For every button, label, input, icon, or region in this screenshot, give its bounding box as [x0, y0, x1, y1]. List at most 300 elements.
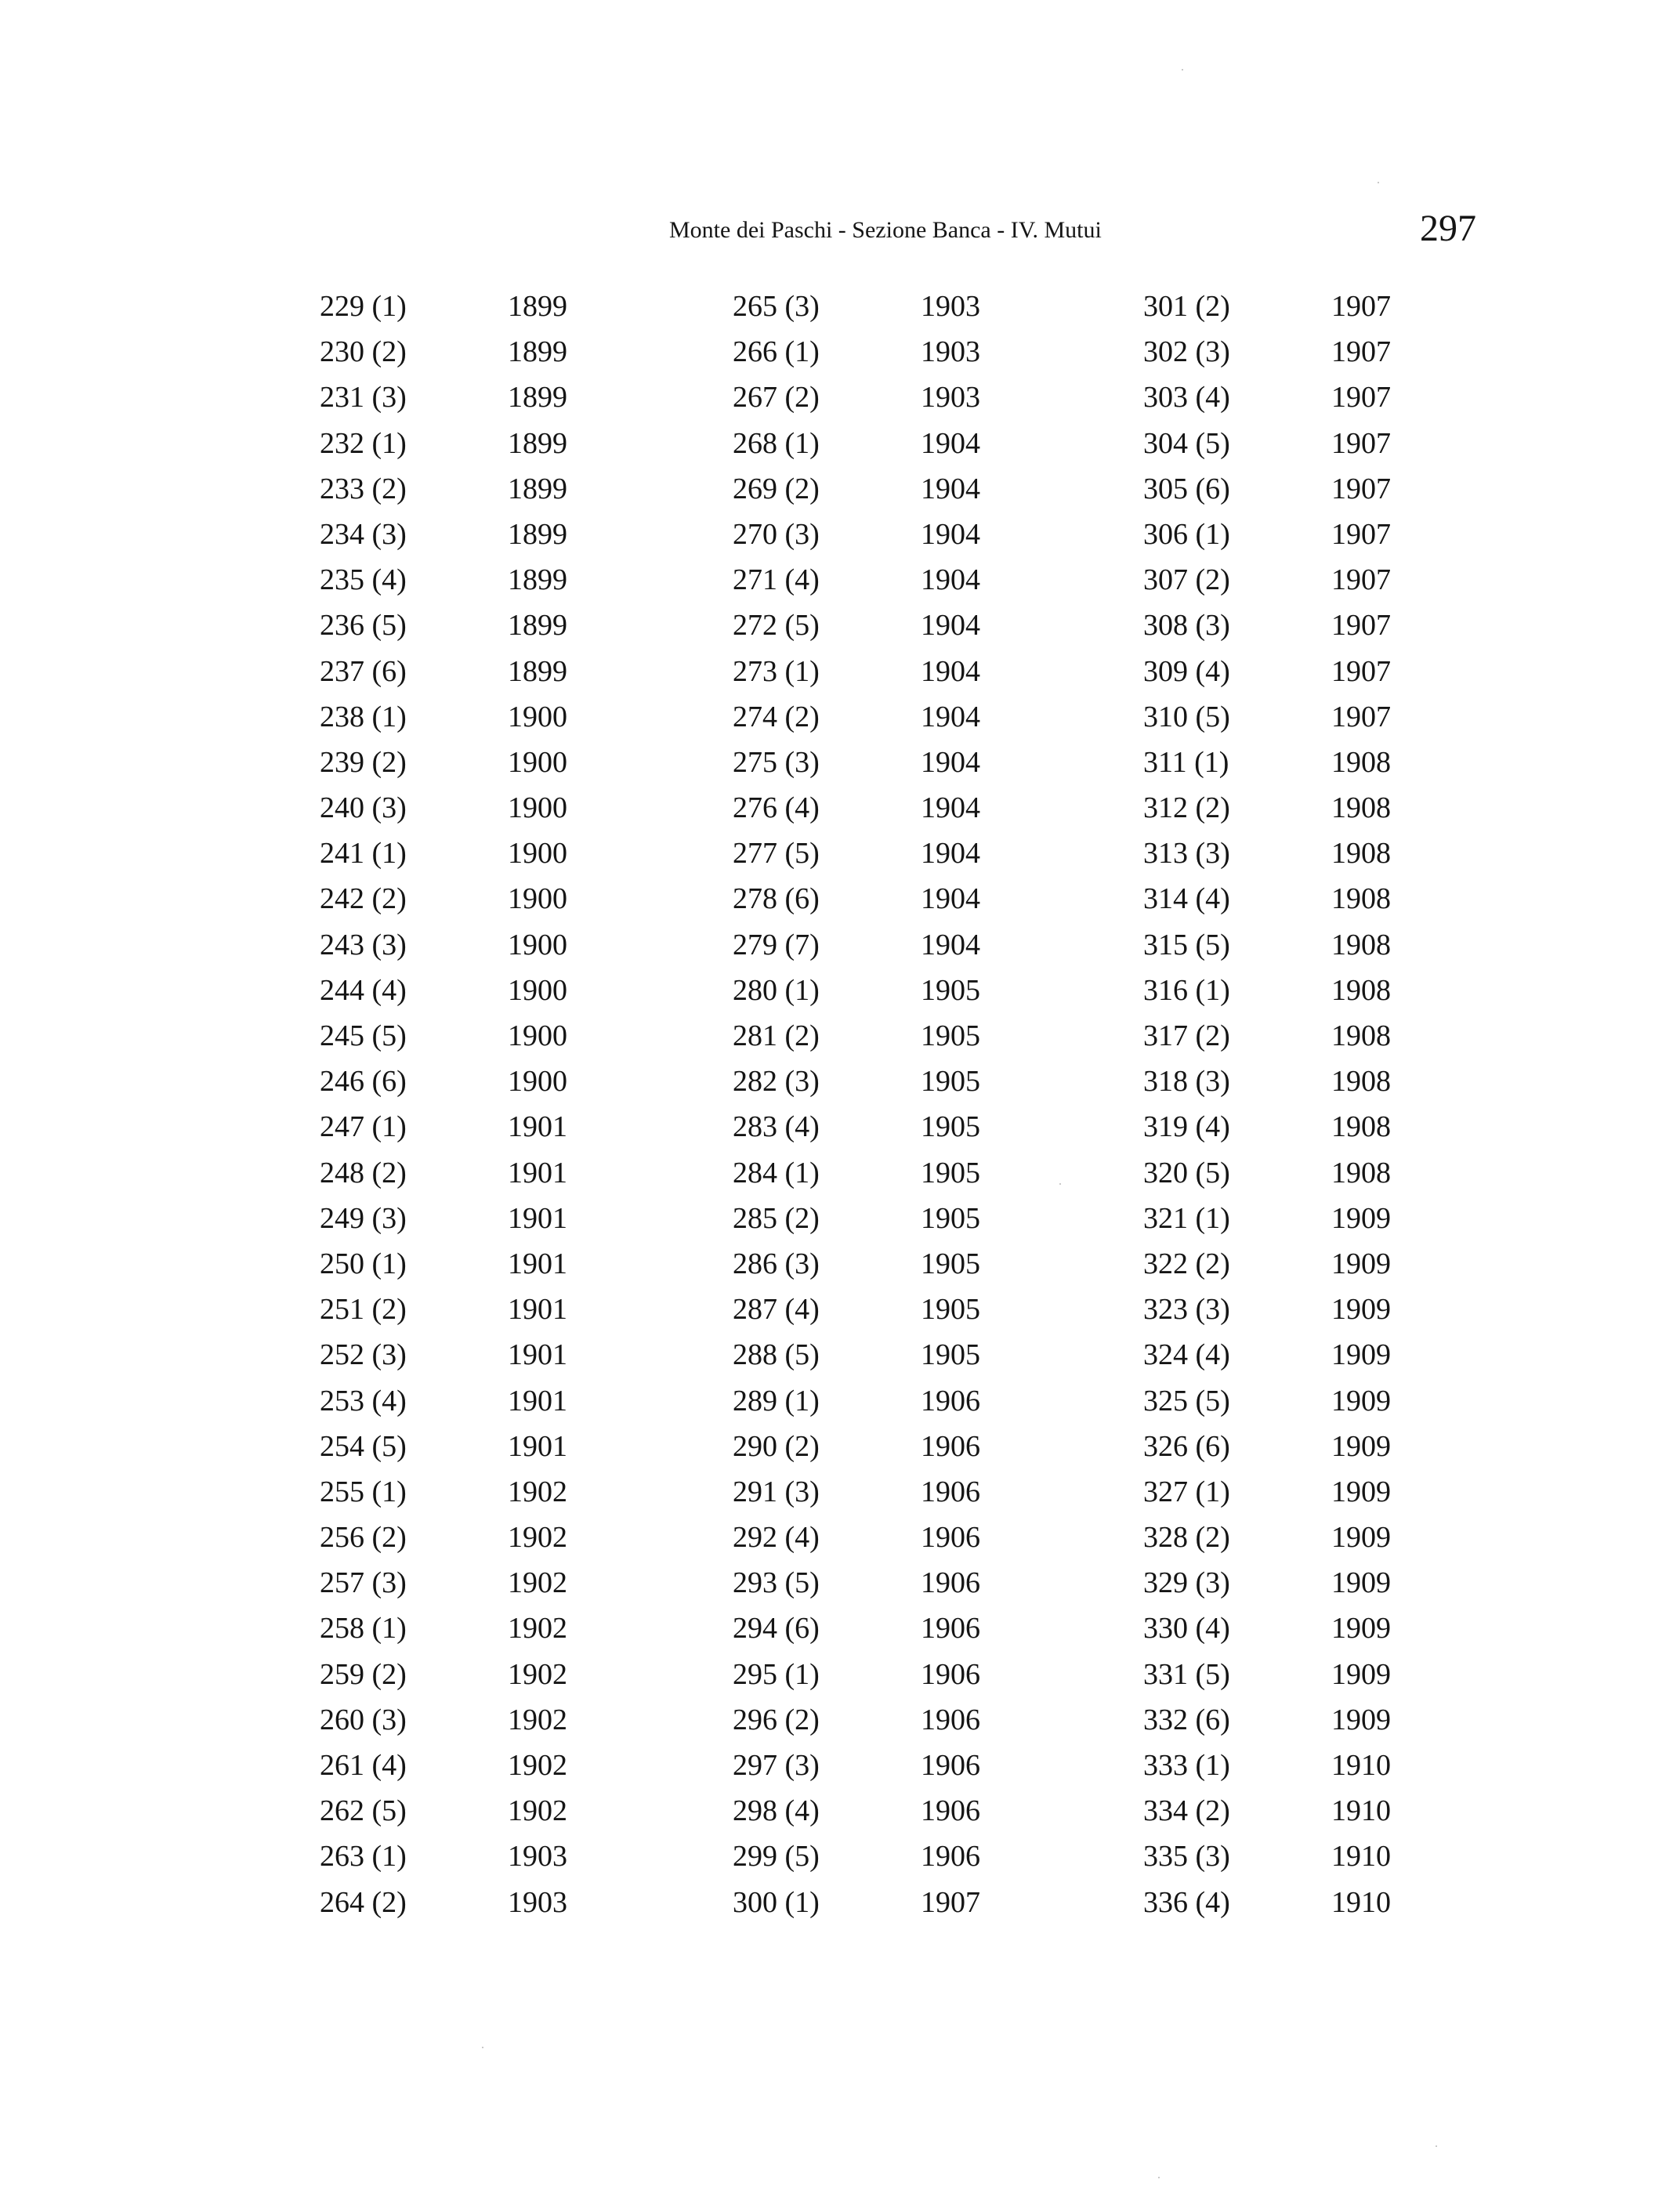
loan-year: 1903 — [921, 290, 980, 323]
table-row — [320, 740, 633, 785]
loan-year: 1899 — [508, 290, 567, 323]
table-row — [1143, 1378, 1457, 1424]
table-row — [320, 1880, 633, 1925]
loan-year: 1906 — [921, 1657, 980, 1691]
table-row — [733, 968, 1046, 1013]
loan-year: 1909 — [1331, 1429, 1391, 1463]
loan-number: 256 (2) — [320, 1521, 407, 1555]
scan-speck — [482, 2047, 483, 2048]
table-row — [1143, 740, 1457, 785]
loan-year: 1901 — [508, 1247, 567, 1280]
loan-year: 1908 — [1331, 1156, 1391, 1189]
loan-number: 324 (4) — [1143, 1338, 1230, 1372]
loan-number: 315 (5) — [1143, 928, 1230, 961]
loan-number: 258 (1) — [320, 1612, 407, 1646]
loan-number: 334 (2) — [1143, 1794, 1230, 1828]
table-row — [1143, 1880, 1457, 1925]
loan-number: 304 (5) — [1143, 426, 1230, 460]
scan-speck — [1378, 182, 1379, 183]
loan-year: 1906 — [921, 1703, 980, 1736]
loan-year: 1902 — [508, 1475, 567, 1508]
loan-number: 302 (3) — [1143, 335, 1230, 369]
table-row — [1143, 1424, 1457, 1469]
table-row — [320, 1104, 633, 1149]
loan-year: 1909 — [1331, 1201, 1391, 1235]
table-row — [733, 831, 1046, 876]
table-row — [320, 1743, 633, 1788]
table-row — [733, 694, 1046, 740]
loan-year: 1910 — [1331, 1885, 1391, 1919]
loan-year: 1908 — [1331, 745, 1391, 779]
loan-year: 1906 — [921, 1566, 980, 1600]
table-row — [1143, 649, 1457, 694]
loan-year: 1907 — [1331, 335, 1391, 369]
table-row — [1143, 1287, 1457, 1332]
loan-number: 290 (2) — [733, 1429, 820, 1463]
loan-number: 287 (4) — [733, 1293, 820, 1327]
loan-year: 1909 — [1331, 1566, 1391, 1600]
loan-number: 231 (3) — [320, 381, 407, 415]
table-row — [1143, 1150, 1457, 1196]
loan-year: 1901 — [508, 1156, 567, 1189]
loan-number: 250 (1) — [320, 1247, 407, 1280]
table-row — [1143, 1104, 1457, 1149]
table-row — [320, 1287, 633, 1332]
loan-number: 241 (1) — [320, 837, 407, 871]
loan-year: 1905 — [921, 1293, 980, 1327]
table-row — [1143, 922, 1457, 968]
table-row — [733, 375, 1046, 420]
loan-number: 305 (6) — [1143, 472, 1230, 505]
loan-year: 1906 — [921, 1840, 980, 1874]
table-row — [320, 512, 633, 557]
loan-number: 277 (5) — [733, 837, 820, 871]
loan-year: 1907 — [1331, 290, 1391, 323]
table-row — [1143, 1059, 1457, 1104]
loan-year: 1905 — [921, 1247, 980, 1280]
loan-number: 294 (6) — [733, 1612, 820, 1646]
loan-year: 1901 — [508, 1384, 567, 1417]
table-column-1 — [320, 284, 633, 1925]
table-row — [1143, 603, 1457, 648]
table-row — [1143, 785, 1457, 831]
loan-number: 307 (2) — [1143, 563, 1230, 597]
table-row — [320, 466, 633, 512]
loan-year: 1907 — [1331, 700, 1391, 733]
loan-year: 1906 — [921, 1749, 980, 1782]
table-row — [733, 603, 1046, 648]
loan-number: 274 (2) — [733, 700, 820, 733]
table-row — [733, 1606, 1046, 1651]
loan-year: 1904 — [921, 609, 980, 643]
table-row — [1143, 1652, 1457, 1697]
table-row — [733, 1469, 1046, 1515]
loan-year: 1909 — [1331, 1612, 1391, 1646]
table-row — [1143, 466, 1457, 512]
table-row — [1143, 375, 1457, 420]
table-row — [733, 1059, 1046, 1104]
loan-year: 1908 — [1331, 973, 1391, 1007]
loan-year: 1902 — [508, 1794, 567, 1828]
loan-number: 299 (5) — [733, 1840, 820, 1874]
loan-number: 331 (5) — [1143, 1657, 1230, 1691]
table-row — [320, 1196, 633, 1241]
table-row — [733, 1834, 1046, 1879]
table-row — [733, 329, 1046, 375]
loan-number: 257 (3) — [320, 1566, 407, 1600]
table-row — [733, 1104, 1046, 1149]
loan-number: 325 (5) — [1143, 1384, 1230, 1417]
table-row — [733, 785, 1046, 831]
table-row — [1143, 1469, 1457, 1515]
loan-number: 229 (1) — [320, 290, 407, 323]
table-row — [320, 375, 633, 420]
loan-year: 1907 — [1331, 426, 1391, 460]
loan-year: 1899 — [508, 654, 567, 688]
loan-number: 310 (5) — [1143, 700, 1230, 733]
table-row — [320, 1652, 633, 1697]
loan-year: 1907 — [1331, 609, 1391, 643]
loan-year: 1909 — [1331, 1703, 1391, 1736]
loan-number: 279 (7) — [733, 928, 820, 961]
loan-number: 275 (3) — [733, 745, 820, 779]
loan-year: 1903 — [508, 1840, 567, 1874]
loan-number: 252 (3) — [320, 1338, 407, 1372]
loan-number: 298 (4) — [733, 1794, 820, 1828]
loan-year: 1900 — [508, 791, 567, 825]
loan-number: 280 (1) — [733, 973, 820, 1007]
loan-year: 1900 — [508, 837, 567, 871]
table-row — [320, 876, 633, 921]
loan-year: 1907 — [1331, 381, 1391, 415]
loan-year: 1910 — [1331, 1794, 1391, 1828]
loan-year: 1899 — [508, 609, 567, 643]
loan-year: 1901 — [508, 1110, 567, 1144]
loan-number: 303 (4) — [1143, 381, 1230, 415]
loan-year: 1904 — [921, 517, 980, 551]
loan-year: 1905 — [921, 1201, 980, 1235]
loan-year: 1904 — [921, 700, 980, 733]
loan-year: 1899 — [508, 517, 567, 551]
loan-number: 281 (2) — [733, 1019, 820, 1052]
table-row — [733, 1287, 1046, 1332]
table-row — [320, 1834, 633, 1879]
loan-year: 1906 — [921, 1384, 980, 1417]
table-row — [1143, 1834, 1457, 1879]
loan-number: 329 (3) — [1143, 1566, 1230, 1600]
loan-year: 1899 — [508, 472, 567, 505]
loan-year: 1904 — [921, 928, 980, 961]
loan-year: 1903 — [508, 1885, 567, 1919]
loan-number: 236 (5) — [320, 609, 407, 643]
scan-speck — [1158, 2177, 1160, 2178]
table-column-2 — [733, 284, 1046, 1925]
loan-number: 239 (2) — [320, 745, 407, 779]
loan-number: 255 (1) — [320, 1475, 407, 1508]
loan-year: 1909 — [1331, 1384, 1391, 1417]
loan-number: 246 (6) — [320, 1065, 407, 1099]
loan-year: 1908 — [1331, 791, 1391, 825]
loan-number: 316 (1) — [1143, 973, 1230, 1007]
table-row — [1143, 1013, 1457, 1059]
loan-year: 1908 — [1331, 837, 1391, 871]
loan-number: 336 (4) — [1143, 1885, 1230, 1919]
table-row — [733, 1880, 1046, 1925]
loan-year: 1907 — [921, 1885, 980, 1919]
loan-year: 1909 — [1331, 1247, 1391, 1280]
loan-year: 1904 — [921, 563, 980, 597]
loan-number: 291 (3) — [733, 1475, 820, 1508]
table-row — [1143, 1743, 1457, 1788]
loan-year: 1908 — [1331, 1110, 1391, 1144]
loan-year: 1902 — [508, 1566, 567, 1600]
table-row — [320, 1059, 633, 1104]
scan-speck — [1059, 1183, 1061, 1185]
loan-year: 1907 — [1331, 654, 1391, 688]
loan-number: 261 (4) — [320, 1749, 407, 1782]
loan-year: 1909 — [1331, 1475, 1391, 1508]
loan-year: 1900 — [508, 700, 567, 733]
loan-year: 1909 — [1331, 1657, 1391, 1691]
loan-year: 1902 — [508, 1657, 567, 1691]
loan-year: 1907 — [1331, 472, 1391, 505]
table-row — [1143, 694, 1457, 740]
table-row — [1143, 831, 1457, 876]
loan-year: 1904 — [921, 745, 980, 779]
table-row — [320, 1788, 633, 1834]
loan-number: 296 (2) — [733, 1703, 820, 1736]
table-row — [1143, 1788, 1457, 1834]
table-row — [1143, 1241, 1457, 1287]
loan-year: 1907 — [1331, 563, 1391, 597]
table-row — [320, 694, 633, 740]
table-row — [320, 649, 633, 694]
loan-year: 1900 — [508, 882, 567, 916]
loan-year: 1904 — [921, 791, 980, 825]
table-row — [733, 1424, 1046, 1469]
loan-year: 1904 — [921, 654, 980, 688]
loan-number: 314 (4) — [1143, 882, 1230, 916]
loan-year: 1901 — [508, 1429, 567, 1463]
loan-year: 1902 — [508, 1749, 567, 1782]
loan-number: 270 (3) — [733, 517, 820, 551]
loan-year: 1906 — [921, 1521, 980, 1555]
loan-number: 330 (4) — [1143, 1612, 1230, 1646]
loan-year: 1901 — [508, 1338, 567, 1372]
table-row — [733, 557, 1046, 603]
loan-number: 321 (1) — [1143, 1201, 1230, 1235]
loan-year: 1905 — [921, 1065, 980, 1099]
table-row — [320, 603, 633, 648]
loan-number: 245 (5) — [320, 1019, 407, 1052]
loan-year: 1906 — [921, 1475, 980, 1508]
loan-number: 276 (4) — [733, 791, 820, 825]
running-title: Monte dei Paschi - Sezione Banca - IV. Mutui — [669, 217, 1102, 243]
loan-year: 1900 — [508, 1019, 567, 1052]
loan-number: 333 (1) — [1143, 1749, 1230, 1782]
loan-number: 253 (4) — [320, 1384, 407, 1417]
table-row — [320, 1606, 633, 1651]
loan-number: 286 (3) — [733, 1247, 820, 1280]
table-row — [733, 1378, 1046, 1424]
loan-year: 1905 — [921, 1338, 980, 1372]
table-row — [733, 649, 1046, 694]
loan-number: 292 (4) — [733, 1521, 820, 1555]
loan-year: 1910 — [1331, 1749, 1391, 1782]
loan-year: 1902 — [508, 1703, 567, 1736]
loan-year: 1899 — [508, 381, 567, 415]
table-row — [1143, 284, 1457, 329]
table-row — [1143, 421, 1457, 466]
loan-year: 1899 — [508, 335, 567, 369]
loan-year: 1906 — [921, 1794, 980, 1828]
loan-number: 288 (5) — [733, 1338, 820, 1372]
table-row — [320, 284, 633, 329]
loan-year: 1901 — [508, 1293, 567, 1327]
loan-number: 332 (6) — [1143, 1703, 1230, 1736]
loan-number: 262 (5) — [320, 1794, 407, 1828]
table-row — [1143, 1560, 1457, 1606]
loan-number: 289 (1) — [733, 1384, 820, 1417]
loan-year: 1904 — [921, 426, 980, 460]
loan-number: 235 (4) — [320, 563, 407, 597]
loan-number: 272 (5) — [733, 609, 820, 643]
table-row — [733, 1150, 1046, 1196]
table-row — [320, 1469, 633, 1515]
loan-number: 273 (1) — [733, 654, 820, 688]
table-row — [1143, 512, 1457, 557]
table-row — [733, 1332, 1046, 1378]
table-row — [733, 466, 1046, 512]
loan-year: 1908 — [1331, 928, 1391, 961]
loan-year: 1903 — [921, 381, 980, 415]
loan-number: 244 (4) — [320, 973, 407, 1007]
loan-number: 335 (3) — [1143, 1840, 1230, 1874]
table-row — [320, 1697, 633, 1743]
loan-year: 1910 — [1331, 1840, 1391, 1874]
loan-year: 1905 — [921, 1019, 980, 1052]
loan-number: 238 (1) — [320, 700, 407, 733]
loan-year: 1902 — [508, 1612, 567, 1646]
loan-year: 1905 — [921, 1156, 980, 1189]
table-row — [733, 876, 1046, 921]
loan-year: 1900 — [508, 973, 567, 1007]
scan-speck — [1436, 2145, 1437, 2147]
table-row — [1143, 1196, 1457, 1241]
table-row — [320, 1515, 633, 1560]
table-row — [320, 1241, 633, 1287]
loan-year: 1904 — [921, 472, 980, 505]
loan-number: 243 (3) — [320, 928, 407, 961]
loan-number: 248 (2) — [320, 1156, 407, 1189]
loan-year: 1905 — [921, 973, 980, 1007]
table-row — [733, 512, 1046, 557]
loan-number: 271 (4) — [733, 563, 820, 597]
loan-year: 1900 — [508, 928, 567, 961]
table-row — [320, 922, 633, 968]
loan-number: 267 (2) — [733, 381, 820, 415]
loan-number: 282 (3) — [733, 1065, 820, 1099]
loan-number: 264 (2) — [320, 1885, 407, 1919]
table-row — [320, 1332, 633, 1378]
loan-year: 1902 — [508, 1521, 567, 1555]
loan-number: 327 (1) — [1143, 1475, 1230, 1508]
table-row — [320, 968, 633, 1013]
loan-year: 1904 — [921, 882, 980, 916]
loan-number: 326 (6) — [1143, 1429, 1230, 1463]
loan-year: 1900 — [508, 745, 567, 779]
loan-number: 247 (1) — [320, 1110, 407, 1144]
table-column-3 — [1143, 284, 1457, 1925]
loan-number: 230 (2) — [320, 335, 407, 369]
table-row — [733, 1515, 1046, 1560]
loan-year: 1908 — [1331, 1065, 1391, 1099]
loan-number: 254 (5) — [320, 1429, 407, 1463]
loan-year: 1906 — [921, 1429, 980, 1463]
table-row — [1143, 1697, 1457, 1743]
table-row — [320, 785, 633, 831]
table-row — [733, 284, 1046, 329]
table-row — [1143, 1332, 1457, 1378]
table-row — [1143, 968, 1457, 1013]
loan-year: 1899 — [508, 563, 567, 597]
table-row — [733, 1788, 1046, 1834]
table-row — [320, 557, 633, 603]
table-row — [1143, 876, 1457, 921]
loan-year: 1905 — [921, 1110, 980, 1144]
table-row — [733, 1697, 1046, 1743]
loan-number: 263 (1) — [320, 1840, 407, 1874]
table-row — [320, 831, 633, 876]
loan-year: 1908 — [1331, 1019, 1391, 1052]
loan-number: 323 (3) — [1143, 1293, 1230, 1327]
loan-number: 322 (2) — [1143, 1247, 1230, 1280]
loan-number: 328 (2) — [1143, 1521, 1230, 1555]
loan-number: 278 (6) — [733, 882, 820, 916]
loan-number: 234 (3) — [320, 517, 407, 551]
loan-number: 232 (1) — [320, 426, 407, 460]
loan-year: 1904 — [921, 837, 980, 871]
loan-number: 284 (1) — [733, 1156, 820, 1189]
loan-number: 297 (3) — [733, 1749, 820, 1782]
loan-number: 301 (2) — [1143, 290, 1230, 323]
table-row — [320, 1424, 633, 1469]
loan-number: 240 (3) — [320, 791, 407, 825]
table-row — [733, 1013, 1046, 1059]
loan-number: 268 (1) — [733, 426, 820, 460]
table-row — [320, 1013, 633, 1059]
loan-year: 1903 — [921, 335, 980, 369]
table-row — [320, 421, 633, 466]
table-row — [1143, 1606, 1457, 1651]
loan-number: 242 (2) — [320, 882, 407, 916]
table-row — [733, 1196, 1046, 1241]
scan-speck — [1182, 69, 1183, 71]
loan-number: 317 (2) — [1143, 1019, 1230, 1052]
loan-number: 233 (2) — [320, 472, 407, 505]
loan-number: 306 (1) — [1143, 517, 1230, 551]
loan-number: 251 (2) — [320, 1293, 407, 1327]
loan-number: 259 (2) — [320, 1657, 407, 1691]
table-row — [733, 421, 1046, 466]
loan-year: 1906 — [921, 1612, 980, 1646]
loan-year: 1907 — [1331, 517, 1391, 551]
loan-year: 1909 — [1331, 1293, 1391, 1327]
table-row — [320, 1560, 633, 1606]
table-row — [1143, 1515, 1457, 1560]
table-row — [733, 1652, 1046, 1697]
page-number: 297 — [1420, 208, 1476, 249]
